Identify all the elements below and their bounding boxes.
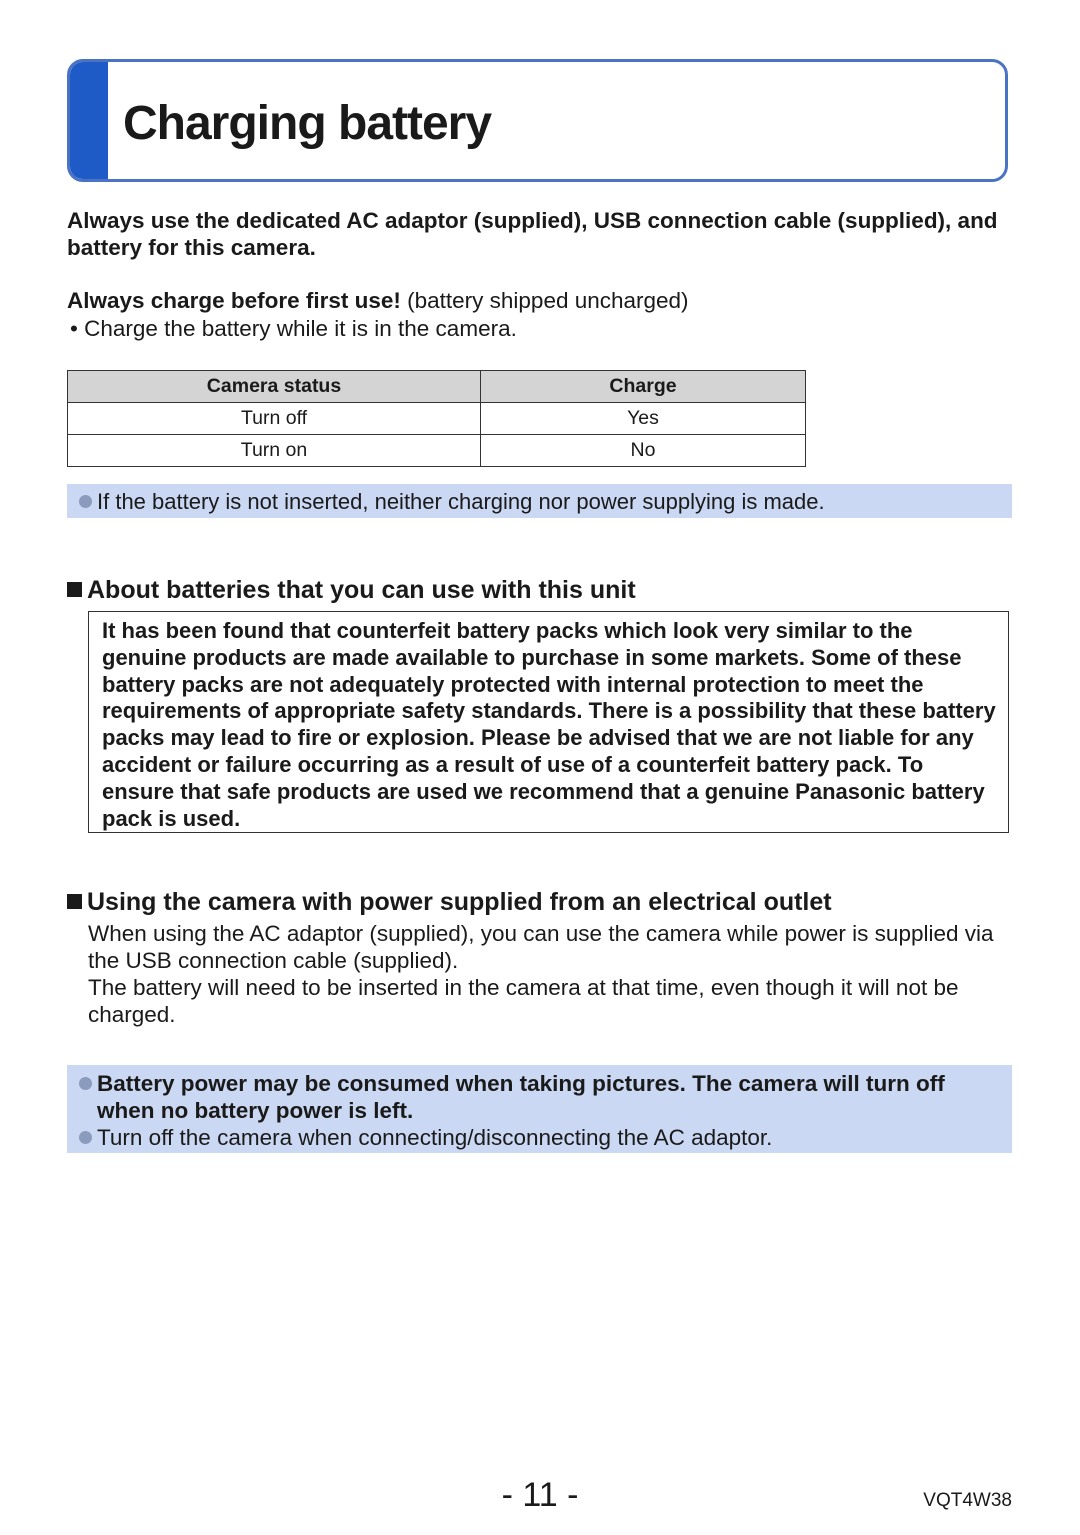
outlet-paragraph: The battery will need to be inserted in the camera at that time, even though it will not be charged. <box>88 975 959 1027</box>
table-row <box>68 435 806 467</box>
power-notes-band <box>67 1065 1012 1153</box>
section-heading-batteries <box>67 575 636 605</box>
charge-in-camera-bullet: • Charge the battery while it is in the camera. <box>70 316 517 341</box>
section-heading-text: Using the camera with power supplied from an electrical outlet <box>87 888 832 916</box>
outlet-description <box>88 920 1018 1028</box>
counterfeit-warning-text: It has been found that counterfeit battery packs which look very similar to the genuine products are made available to purchase in some markets. Some of these battery packs are not adequately protected with internal protection to meet the requirements of appropriate safety standards. There is a possibility that these battery packs may lead to fire or explosion. Please be advised that we are not liable for any accident or failure occurring as a result of use of a counterfeit battery pack. To ensure that safe products are used we recommend that a genuine Panasonic battery pack is used. <box>102 618 996 831</box>
bullet-dot-icon <box>79 1077 92 1090</box>
square-bullet-icon <box>67 582 82 597</box>
note-item <box>79 1070 1002 1124</box>
table-row <box>68 403 806 435</box>
page-title: Charging battery <box>123 97 492 150</box>
section-heading-outlet <box>67 887 832 917</box>
outlet-paragraph: When using the AC adaptor (supplied), you can use the camera while power is supplied via the USB connection cable (supplied). <box>88 921 994 973</box>
bullet-dot-icon <box>79 495 92 508</box>
battery-not-inserted-note <box>67 484 1012 518</box>
title-box <box>67 59 1008 182</box>
table-cell-status: Turn on <box>68 435 481 467</box>
note-text: Turn off the camera when connecting/disconnecting the AC adaptor. <box>97 1125 773 1150</box>
charge-first-line <box>67 287 689 314</box>
bullet-dot-icon <box>79 1131 92 1144</box>
counterfeit-warning-box <box>88 611 1009 833</box>
square-bullet-icon <box>67 894 82 909</box>
table-cell-charge: Yes <box>481 403 806 435</box>
title-accent-bar <box>70 62 108 179</box>
note-text: Battery power may be consumed when taking pictures. The camera will turn off when no battery power is left. <box>97 1071 945 1123</box>
table-cell-charge: No <box>481 435 806 467</box>
note-item <box>79 1124 1002 1151</box>
document-code: VQT4W38 <box>923 1490 1012 1511</box>
note-text: If the battery is not inserted, neither charging nor power supplying is made. <box>97 489 825 514</box>
table-header-camera-status: Camera status <box>68 371 481 403</box>
camera-status-table <box>67 370 806 467</box>
page-number: - 11 - <box>501 1476 579 1514</box>
intro-warning: Always use the dedicated AC adaptor (supplied), USB connection cable (supplied), and battery for this camera. <box>67 208 998 260</box>
table-header-row <box>68 371 806 403</box>
charge-first-bold: Always charge before first use! <box>67 288 401 313</box>
table-cell-status: Turn off <box>68 403 481 435</box>
charge-first-note: (battery shipped uncharged) <box>400 288 689 313</box>
section-heading-text: About batteries that you can use with this unit <box>87 576 636 604</box>
table-header-charge: Charge <box>481 371 806 403</box>
